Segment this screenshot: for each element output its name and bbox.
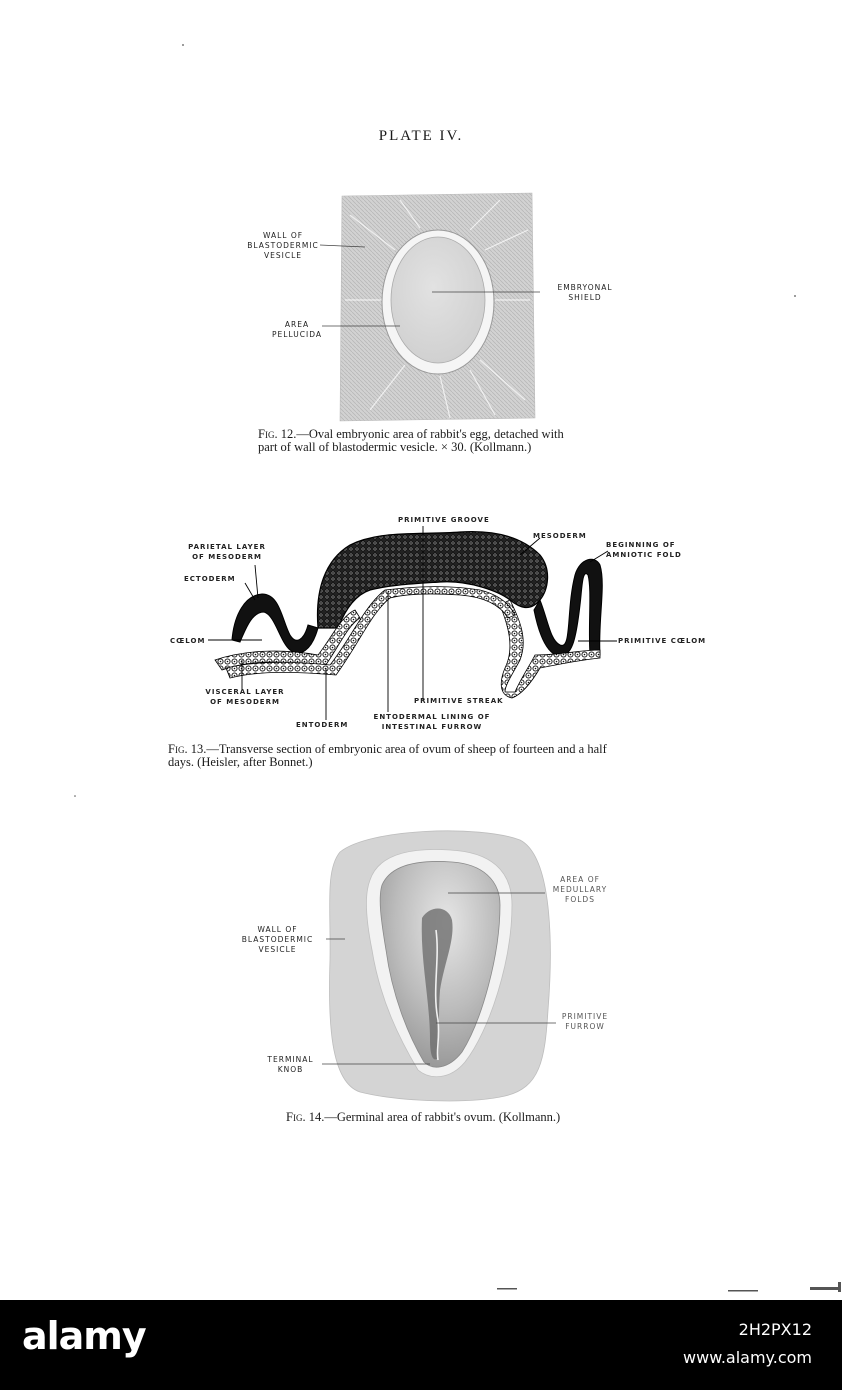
label-line: PARIETAL LAYER (188, 543, 266, 551)
image-id: 2H2PX12 (738, 1320, 812, 1339)
caption-text: —Oval embryonic area of rabbit's egg, detached with (296, 427, 564, 441)
fig12-label-embryonal-shield (540, 283, 630, 303)
alamy-logo: alamy (22, 1314, 146, 1358)
fig12-label-wall (238, 231, 328, 261)
fig14-label-wall (230, 925, 325, 955)
fig12-label-area-pellucida (262, 320, 332, 340)
label-line: TERMINAL (267, 1055, 314, 1064)
fig-number: Fig. 14. (286, 1110, 325, 1124)
label-line: AREA (284, 320, 310, 329)
label-line: AREA OF (560, 875, 600, 884)
fig13-label-parietal-layer (172, 542, 282, 562)
fig13-label-primitive-streak: PRIMITIVE STREAK (414, 697, 504, 705)
label-line: INTESTINAL FURROW (381, 723, 483, 731)
caption-line: days. (Heisler, after Bonnet.) (168, 755, 313, 769)
label-line: FURROW (565, 1022, 605, 1031)
label-line: BLASTODERMIC (241, 935, 314, 944)
label-line: PRIMITIVE (561, 1012, 609, 1021)
label-line: FOLDS (565, 895, 595, 904)
caption-text: —Transverse section of embryonic area of ovum of sheep of fourteen and a half (206, 742, 607, 756)
label-line: ENTODERMAL LINING OF (373, 713, 491, 721)
label-line: EMBRYONAL (557, 283, 613, 292)
fig13-label-visceral-layer (190, 687, 300, 707)
fig13-label-entoderm: ENTODERM (296, 721, 349, 729)
fig13-label-mesoderm: MESODERM (533, 532, 587, 540)
site-url: www.alamy.com (683, 1348, 812, 1367)
label-line: MEDULLARY (552, 885, 608, 894)
label-line: VESICLE (258, 945, 297, 954)
fig13-label-primitive-coelom: PRIMITIVE CŒLOM (618, 637, 707, 645)
fig14-label-primitive-furrow (550, 1012, 620, 1032)
fig12-caption (258, 428, 678, 454)
fig12-drawing (320, 193, 540, 421)
fig13-label-entodermal-lining (362, 712, 502, 732)
fig14-label-area-medullary (530, 875, 630, 905)
plate-title: PLATE IV. (378, 128, 464, 144)
label-line: AMNIOTIC FOLD (606, 551, 682, 559)
fig14-drawing (322, 831, 556, 1101)
fig14-label-terminal-knob (258, 1055, 323, 1075)
label-line: BLASTODERMIC (247, 241, 319, 250)
fig13-caption (168, 743, 728, 769)
fig-number: Fig. 12. (258, 427, 297, 441)
label-line: SHIELD (568, 293, 602, 302)
label-line: BEGINNING OF (606, 541, 676, 549)
caption-text: —Germinal area of rabbit's ovum. (Kollmann.) (324, 1110, 561, 1124)
fig13-label-ectoderm: ECTODERM (184, 575, 236, 583)
label-line: WALL OF (257, 925, 298, 934)
label-line: OF MESODERM (192, 553, 262, 561)
watermark-footer (0, 1300, 842, 1390)
label-line: KNOB (277, 1065, 304, 1074)
label-line: VESICLE (264, 251, 302, 260)
label-line: OF MESODERM (210, 698, 280, 706)
label-line: WALL OF (262, 231, 304, 240)
fig13-label-beginning-amniotic (606, 540, 682, 560)
caption-line: part of wall of blastodermic vesicle. × 30. (Kollmann.) (258, 440, 532, 454)
fig14-caption (286, 1111, 646, 1124)
label-line: VISCERAL LAYER (205, 688, 285, 696)
label-line: PELLUCIDA (272, 330, 322, 339)
fig13-label-coelom: CŒLOM (170, 637, 206, 645)
fig13-label-primitive-groove: PRIMITIVE GROOVE (398, 516, 490, 524)
fig-number: Fig. 13. (168, 742, 207, 756)
